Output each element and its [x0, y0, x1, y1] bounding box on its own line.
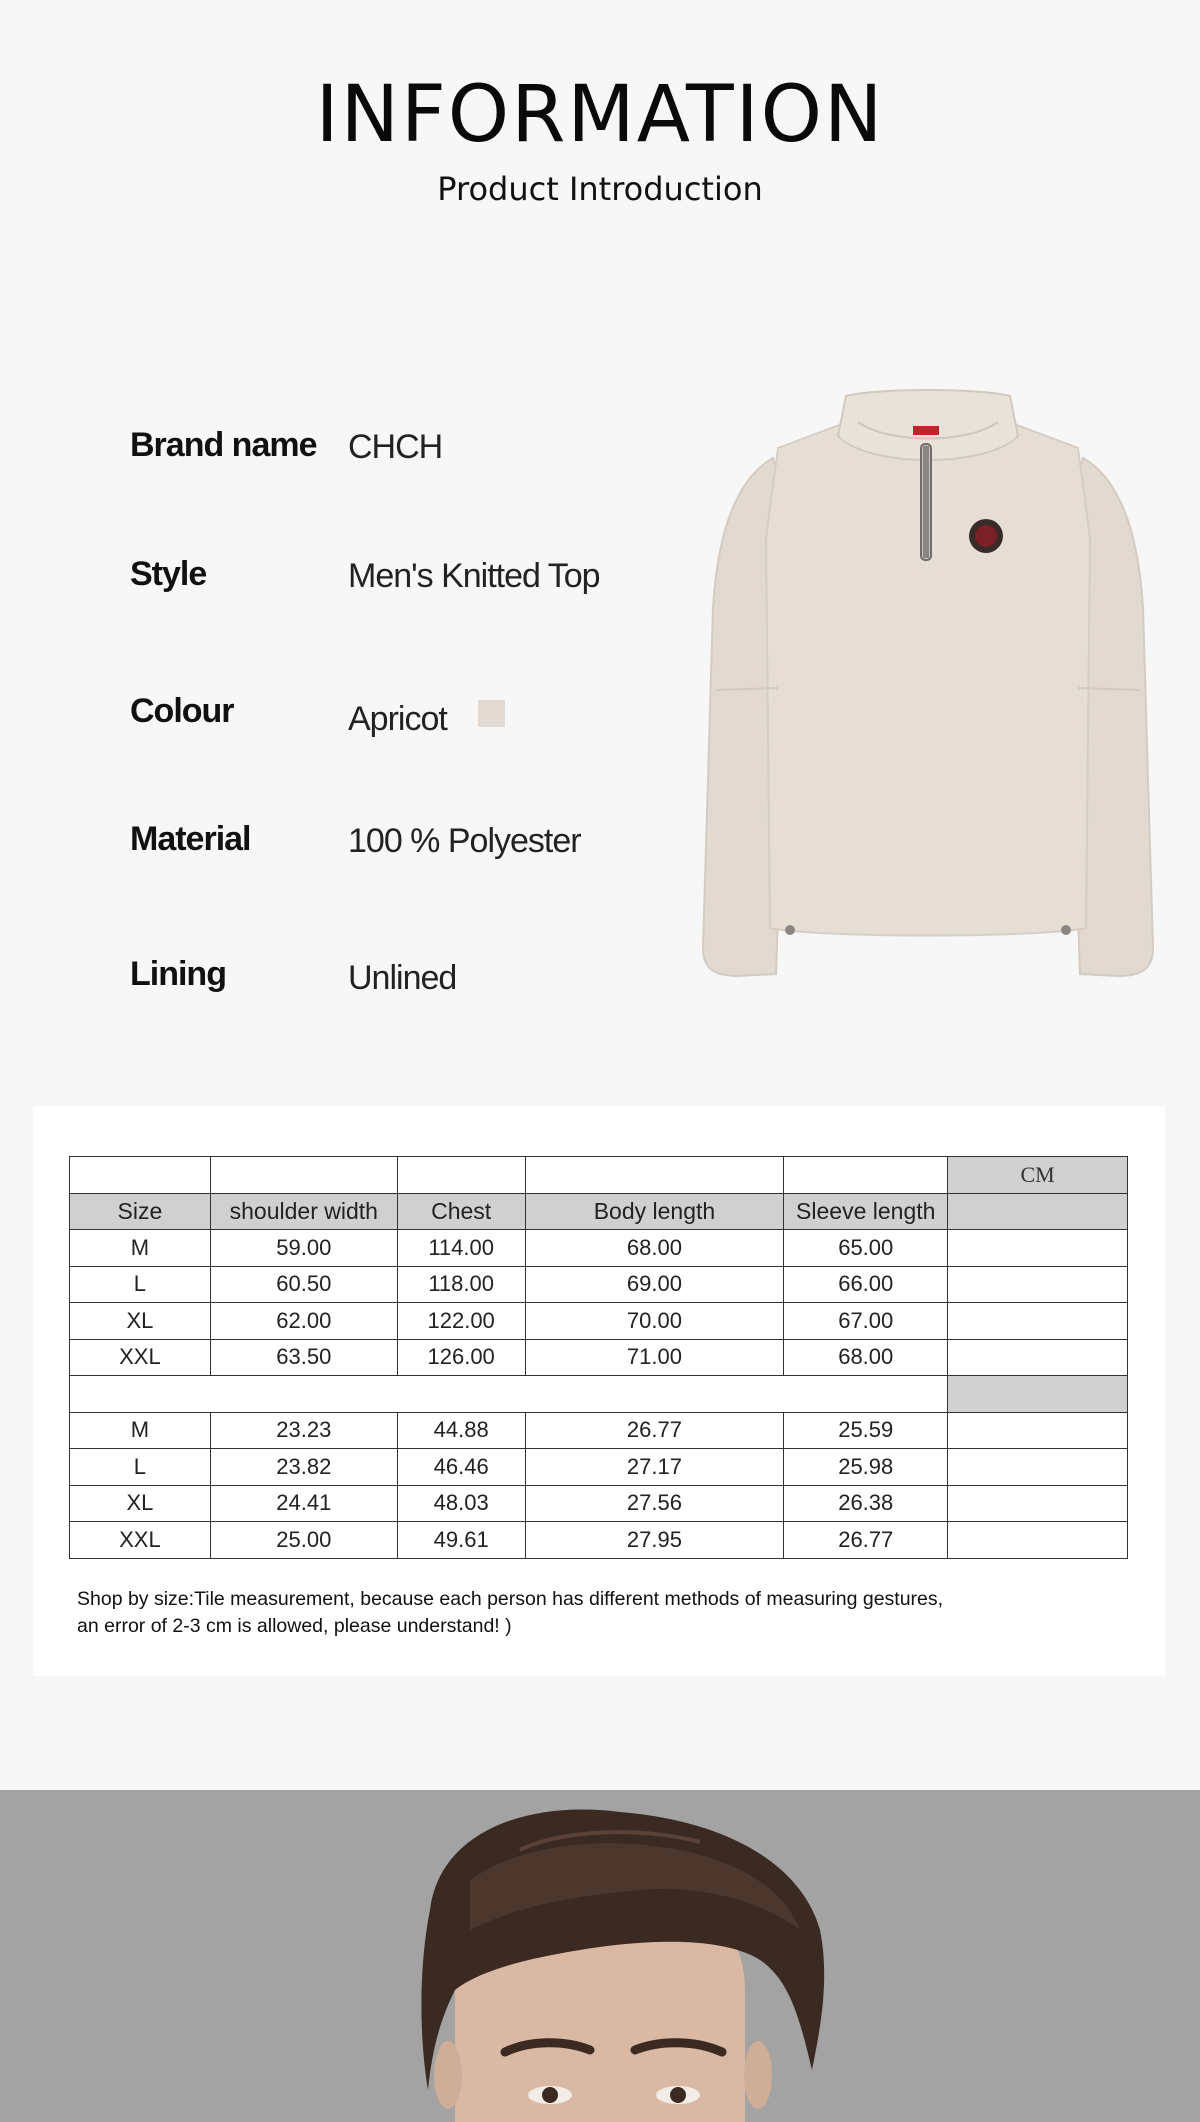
table-cell — [948, 1412, 1128, 1449]
table-cell: L — [70, 1449, 211, 1486]
table-cell: 23.82 — [210, 1449, 397, 1486]
material-label: Material — [130, 820, 251, 858]
table-cell: 48.03 — [397, 1485, 525, 1522]
table-cell — [210, 1157, 397, 1194]
size-note-line-1: Shop by size:Tile measurement, because each person has different methods of measuring gestures, — [77, 1588, 944, 1610]
table-cell: 69.00 — [525, 1266, 784, 1303]
table-cell: 62.00 — [210, 1303, 397, 1340]
table-cell: M — [70, 1230, 211, 1267]
table-cell: 63.50 — [210, 1339, 397, 1376]
table-cell: 114.00 — [397, 1230, 525, 1267]
table-cell — [948, 1376, 1128, 1413]
unit-cell: CM — [948, 1157, 1128, 1194]
table-cell: 26.77 — [525, 1412, 784, 1449]
info-row-material — [130, 820, 690, 880]
table-cell — [948, 1266, 1128, 1303]
table-cell: 49.61 — [397, 1522, 525, 1559]
page-subtitle: Product Introduction — [437, 170, 763, 208]
table-cell — [70, 1376, 948, 1413]
colour-value: Apricot — [348, 700, 447, 738]
table-cell: 27.17 — [525, 1449, 784, 1486]
lining-label: Lining — [130, 955, 226, 993]
header-size: Size — [70, 1193, 211, 1230]
table-cell: 23.23 — [210, 1412, 397, 1449]
lining-value: Unlined — [348, 959, 457, 997]
table-cell: 46.46 — [397, 1449, 525, 1486]
info-row-brand — [130, 426, 690, 486]
material-value: 100 % Polyester — [348, 822, 581, 860]
table-cell: 44.88 — [397, 1412, 525, 1449]
table-cell: 59.00 — [210, 1230, 397, 1267]
table-row — [70, 1230, 1128, 1267]
table-cell — [948, 1449, 1128, 1486]
table-header-row — [70, 1193, 1128, 1230]
table-row-unit — [70, 1157, 1128, 1194]
table-cell: 26.38 — [784, 1485, 948, 1522]
table-cell: XXL — [70, 1339, 211, 1376]
header-chest: Chest — [397, 1193, 525, 1230]
table-cell: XL — [70, 1303, 211, 1340]
table-cell: 27.95 — [525, 1522, 784, 1559]
table-row — [70, 1449, 1128, 1486]
size-note — [77, 1586, 1077, 1640]
model-photo-section — [0, 1790, 1200, 2122]
product-image — [698, 388, 1158, 984]
table-cell — [525, 1157, 784, 1194]
size-note-line-2: an error of 2-3 cm is allowed, please understand! ) — [77, 1615, 512, 1637]
table-cell: 24.41 — [210, 1485, 397, 1522]
table-row — [70, 1266, 1128, 1303]
table-cell: L — [70, 1266, 211, 1303]
table-cell — [948, 1522, 1128, 1559]
brand-value: CHCH — [348, 428, 443, 466]
table-cell: 66.00 — [784, 1266, 948, 1303]
table-cell: 65.00 — [784, 1230, 948, 1267]
info-row-lining — [130, 955, 690, 1015]
header-shoulder-width: shoulder width — [210, 1193, 397, 1230]
info-row-colour — [130, 692, 690, 752]
table-cell: 118.00 — [397, 1266, 525, 1303]
table-cell: M — [70, 1412, 211, 1449]
info-row-style — [130, 555, 690, 615]
colour-swatch — [478, 700, 505, 727]
table-separator-row — [70, 1376, 1128, 1413]
style-label: Style — [130, 555, 207, 593]
table-cell: 70.00 — [525, 1303, 784, 1340]
table-cell — [948, 1303, 1128, 1340]
size-table — [69, 1156, 1128, 1559]
table-cell — [948, 1339, 1128, 1376]
table-cell: 25.00 — [210, 1522, 397, 1559]
table-cell: 25.59 — [784, 1412, 948, 1449]
header-body-length: Body length — [525, 1193, 784, 1230]
style-value: Men's Knitted Top — [348, 557, 600, 595]
table-cell — [784, 1157, 948, 1194]
table-cell: XXL — [70, 1522, 211, 1559]
table-row — [70, 1412, 1128, 1449]
table-cell: 60.50 — [210, 1266, 397, 1303]
colour-label: Colour — [130, 692, 234, 730]
table-cell: 27.56 — [525, 1485, 784, 1522]
size-chart-panel — [33, 1106, 1165, 1676]
table-cell: 71.00 — [525, 1339, 784, 1376]
table-cell: 126.00 — [397, 1339, 525, 1376]
model-photo — [0, 1790, 1200, 2122]
table-cell — [397, 1157, 525, 1194]
table-cell: 26.77 — [784, 1522, 948, 1559]
table-row — [70, 1485, 1128, 1522]
table-row — [70, 1339, 1128, 1376]
brand-label: Brand name — [130, 426, 317, 464]
header-sleeve-length: Sleeve length — [784, 1193, 948, 1230]
table-cell: 68.00 — [525, 1230, 784, 1267]
table-cell: 25.98 — [784, 1449, 948, 1486]
table-cell: 68.00 — [784, 1339, 948, 1376]
table-row — [70, 1303, 1128, 1340]
table-cell — [948, 1485, 1128, 1522]
page-title: INFORMATION — [315, 70, 885, 160]
table-cell — [948, 1193, 1128, 1230]
table-cell: XL — [70, 1485, 211, 1522]
table-cell — [70, 1157, 211, 1194]
table-cell: 67.00 — [784, 1303, 948, 1340]
table-row — [70, 1522, 1128, 1559]
table-cell — [948, 1230, 1128, 1267]
table-cell: 122.00 — [397, 1303, 525, 1340]
